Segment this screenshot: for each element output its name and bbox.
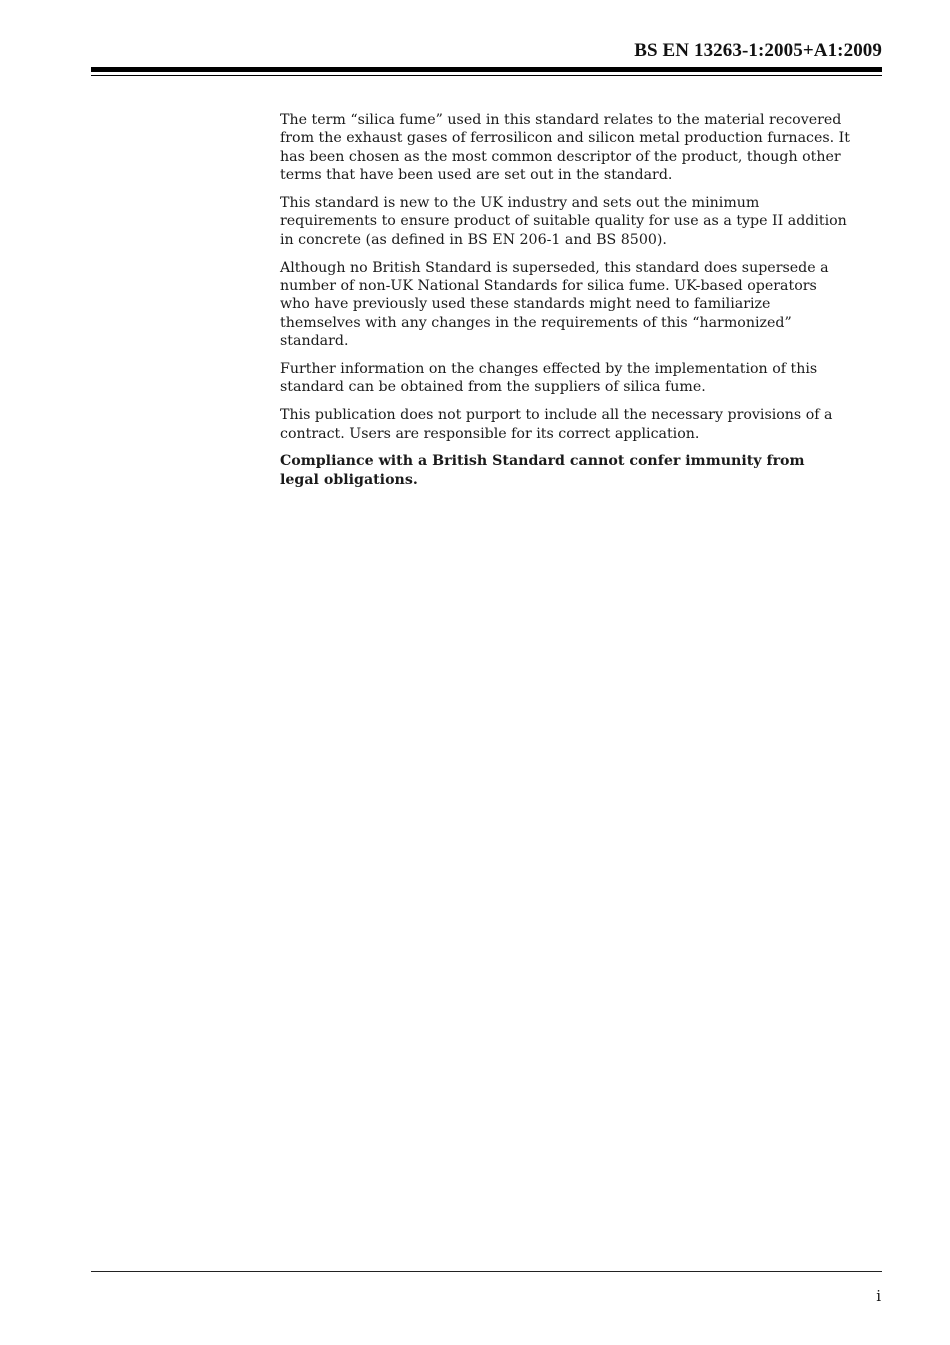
header-rule-thick bbox=[91, 67, 882, 72]
paragraph-further-information: Further information on the changes effected by the implementation of this standard can be obtained from the suppliers of silica fume. bbox=[280, 361, 818, 396]
body-text bbox=[280, 111, 884, 499]
paragraph-supersede: Although no British Standard is superseded, this standard does supersede a number of non-UK National Standards for silica fume. UK-based operators who have previously used these standards might need to familiarize themselves with any changes in the requirements of this “harmonized” standard. bbox=[280, 259, 829, 350]
paragraph-publication-disclaimer: This publication does not purport to include all the necessary provisions of a contract. Users are responsible for its correct application. bbox=[280, 407, 833, 442]
paragraph-uk-industry: This standard is new to the UK industry and sets out the minimum requirements to ensure product of suitable quality for use as a type II addition in concrete (as defined in BS EN 206-1 and BS 8500). bbox=[280, 195, 847, 248]
document-reference-title: BS EN 13263-1:2005+A1:2009 bbox=[634, 40, 882, 61]
compliance-statement: Compliance with a British Standard cannot confer immunity from legal obligations. bbox=[280, 453, 805, 488]
paragraph-silica-fume-term: The term “silica fume” used in this standard relates to the material recovered from the exhaust gases of ferrosilicon and silicon metal production furnaces. It has been chosen as the most common descriptor of the product, though other terms that have been used are set out in the standard. bbox=[280, 112, 850, 184]
header-rule-thin bbox=[91, 75, 882, 76]
footer-rule bbox=[91, 1271, 882, 1272]
page-number: i bbox=[876, 1287, 881, 1305]
